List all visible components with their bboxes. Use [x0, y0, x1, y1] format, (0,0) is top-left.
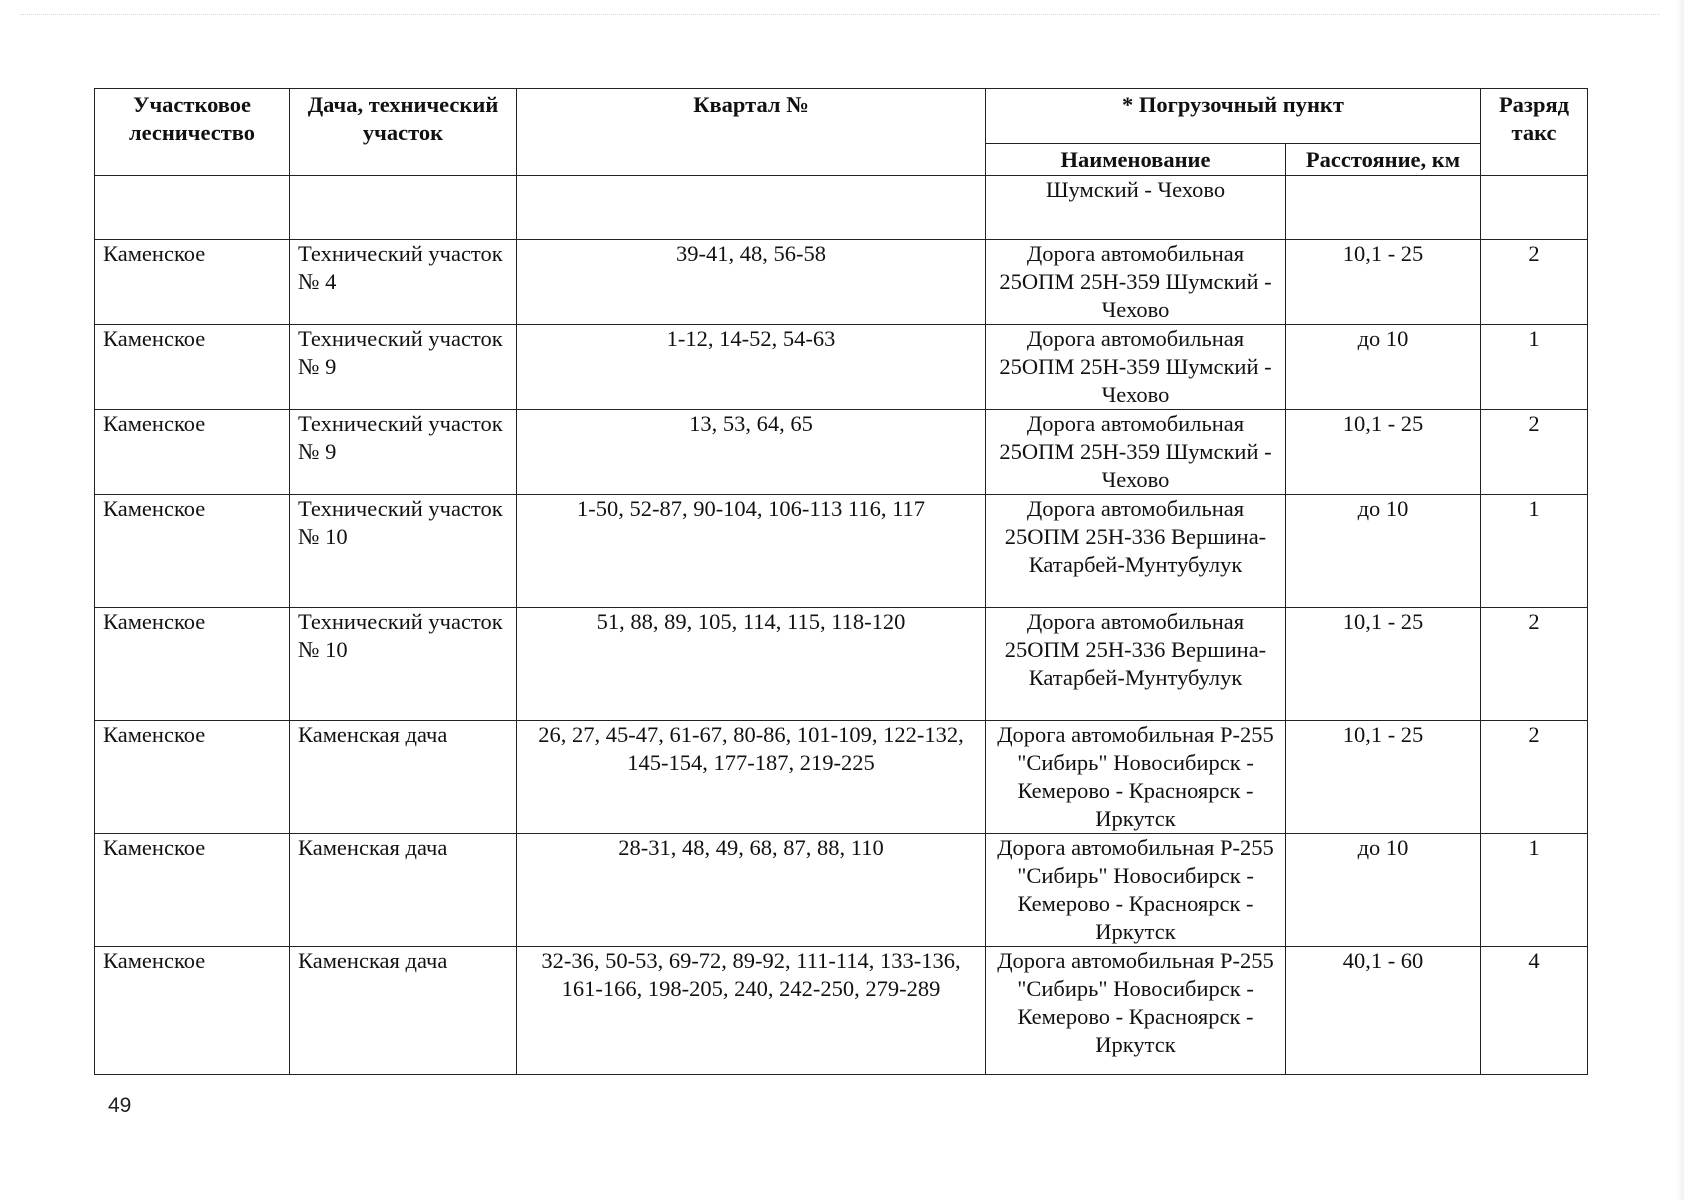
table-row	[95, 834, 1588, 947]
cell-forestry: Каменское	[95, 721, 290, 834]
header-site: Дача, технический участок	[290, 89, 517, 176]
cell-point: Дорога автомобильная Р-255 "Сибирь" Новосибирск - Кемерово - Красноярск - Иркутск	[986, 721, 1286, 834]
cell-rank: 1	[1481, 834, 1588, 947]
cell-forestry: Каменское	[95, 325, 290, 410]
cell-forestry: Каменское	[95, 240, 290, 325]
cell-site: Каменская дача	[290, 721, 517, 834]
table-row	[95, 325, 1588, 410]
scan-edge-line	[20, 14, 1660, 15]
cell-quarters	[517, 176, 986, 240]
cell-site: Каменская дача	[290, 947, 517, 1075]
cell-forestry: Каменское	[95, 834, 290, 947]
cell-forestry: Каменское	[95, 495, 290, 608]
table-row	[95, 240, 1588, 325]
table-header	[95, 89, 1588, 176]
cell-point: Дорога автомобильная 25ОПМ 25Н-359 Шумский - Чехово	[986, 240, 1286, 325]
header-forestry: Участковое лесничество	[95, 89, 290, 176]
cell-quarters: 26, 27, 45-47, 61-67, 80-86, 101-109, 122-132, 145-154, 177-187, 219-225	[517, 721, 986, 834]
cell-distance: 10,1 - 25	[1286, 410, 1481, 495]
cell-rank: 4	[1481, 947, 1588, 1075]
cell-point: Дорога автомобильная Р-255 "Сибирь" Новосибирск - Кемерово - Красноярск - Иркутск	[986, 834, 1286, 947]
cell-point: Дорога автомобильная 25ОПМ 25Н-336 Вершина-Катарбей-Мунтубулук	[986, 608, 1286, 721]
cell-rank: 2	[1481, 240, 1588, 325]
cell-quarters: 32-36, 50-53, 69-72, 89-92, 111-114, 133-136, 161-166, 198-205, 240, 242-250, 279-289	[517, 947, 986, 1075]
cell-distance: до 10	[1286, 495, 1481, 608]
cell-distance: до 10	[1286, 834, 1481, 947]
cell-distance: до 10	[1286, 325, 1481, 410]
cell-point: Дорога автомобильная 25ОПМ 25Н-359 Шумский - Чехово	[986, 325, 1286, 410]
cell-quarters: 51, 88, 89, 105, 114, 115, 118-120	[517, 608, 986, 721]
cell-site: Технический участок № 10	[290, 495, 517, 608]
cell-point: Шумский - Чехово	[986, 176, 1286, 240]
cell-site: Каменская дача	[290, 834, 517, 947]
cell-rank: 2	[1481, 410, 1588, 495]
table-body	[95, 176, 1588, 1075]
cell-forestry: Каменское	[95, 608, 290, 721]
cell-point: Дорога автомобильная 25ОПМ 25Н-359 Шумский - Чехово	[986, 410, 1286, 495]
cell-site: Технический участок № 9	[290, 325, 517, 410]
header-distance: Расстояние, км	[1286, 144, 1481, 176]
cell-distance: 10,1 - 25	[1286, 721, 1481, 834]
table-row	[95, 608, 1588, 721]
cell-quarters: 39-41, 48, 56-58	[517, 240, 986, 325]
header-loading-point-group: * Погрузочный пункт	[986, 89, 1481, 144]
header-quarters: Квартал №	[517, 89, 986, 176]
table-row	[95, 495, 1588, 608]
cell-forestry: Каменское	[95, 410, 290, 495]
cell-distance: 10,1 - 25	[1286, 608, 1481, 721]
cell-rank: 2	[1481, 721, 1588, 834]
cell-quarters: 1-12, 14-52, 54-63	[517, 325, 986, 410]
cell-rank: 1	[1481, 325, 1588, 410]
cell-point: Дорога автомобильная Р-255 "Сибирь" Новосибирск - Кемерово - Красноярск - Иркутск	[986, 947, 1286, 1075]
table-row-continuation	[95, 176, 1588, 240]
table-row	[95, 721, 1588, 834]
cell-forestry: Каменское	[95, 947, 290, 1075]
loading-points-table	[94, 88, 1588, 1075]
cell-site: Технический участок № 10	[290, 608, 517, 721]
cell-rank: 1	[1481, 495, 1588, 608]
cell-distance: 40,1 - 60	[1286, 947, 1481, 1075]
cell-rank: 2	[1481, 608, 1588, 721]
page-number: 49	[108, 1094, 132, 1117]
scan-edge-shadow	[1676, 0, 1684, 1200]
cell-quarters: 28-31, 48, 49, 68, 87, 88, 110	[517, 834, 986, 947]
cell-quarters: 1-50, 52-87, 90-104, 106-113 116, 117	[517, 495, 986, 608]
cell-site: Технический участок № 4	[290, 240, 517, 325]
cell-site: Технический участок № 9	[290, 410, 517, 495]
cell-site	[290, 176, 517, 240]
table-row	[95, 410, 1588, 495]
header-point-name: Наименование	[986, 144, 1286, 176]
table-row	[95, 947, 1588, 1075]
cell-distance: 10,1 - 25	[1286, 240, 1481, 325]
cell-distance	[1286, 176, 1481, 240]
cell-quarters: 13, 53, 64, 65	[517, 410, 986, 495]
cell-point: Дорога автомобильная 25ОПМ 25Н-336 Вершина-Катарбей-Мунтубулук	[986, 495, 1286, 608]
header-rank: Разряд такс	[1481, 89, 1588, 176]
cell-rank	[1481, 176, 1588, 240]
cell-forestry	[95, 176, 290, 240]
